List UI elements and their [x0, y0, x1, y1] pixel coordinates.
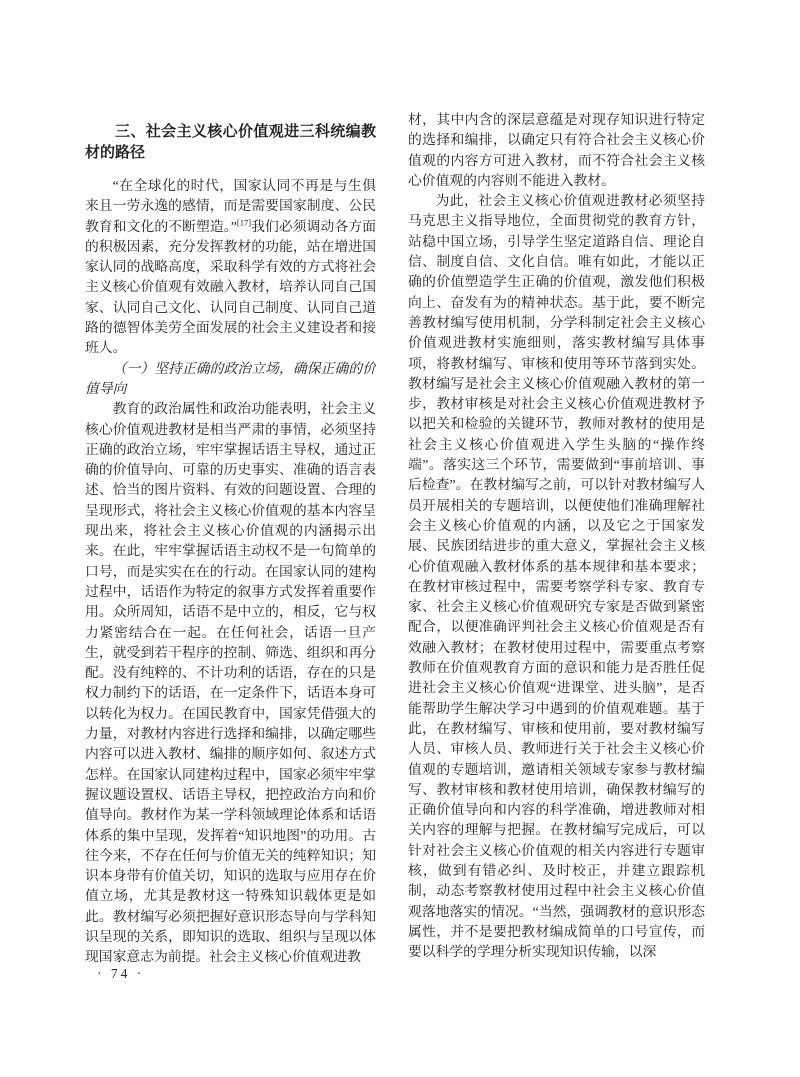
page-number: · 74 ·: [97, 966, 145, 981]
article-body: [85, 110, 705, 966]
footnote-ref-17: [17]: [236, 217, 252, 227]
opening-quote-text: “在全球化的时代，国家认同不再是与生俱来且一劳永逸的感情，而是需要国家制度、公民教育和文化的不断塑造。”: [85, 178, 376, 234]
body-paragraph-continuation: 材，其中内含的深层意蕴是对现存知识进行特定的选择和编排，以确定只有符合社会主义核心价值观的内容方可进入教材，而不符合社会主义核心价值观的内容则不能进入教材。: [408, 112, 705, 188]
subsection-heading: （一）坚持正确的政治立场，确保正确的价值导向: [85, 360, 376, 396]
opening-paragraph-text: 我们必须调动各方面的积极因素，充分发挥教材的功能，站在增进国家认同的战略高度，采取科学有效的方式将社会主义核心价值观有效融入教材，培养认同自己国家、认同自己文化、认同自己制度、认同自己道路的德智体美劳全面发展的社会主义建设者和接班人。: [85, 218, 376, 356]
body-paragraph-left-part: 教育的政治属性和政治功能表明，社会主义核心价值观进教材是相当严肃的事情，必须坚持正确的政治立场，牢牢掌握话语主导权，通过正确的价值导向、可靠的历史事实、准确的语言表述、恰当的图片资料、有效的问题设置、合理的呈现形式，将社会主义核心价值观的基本内容呈现出来，将社会主义核心价值观的内涵揭示出来。在此，牢牢掌握话语主动权不是一句简单的口号，而是实实在在的行动。在国家认同的建构过程中，话语作为特定的叙事方式发挥着重要作用。众所周知，话语不是中立的，相反，它与权力紧密结合在一起。在任何社会，话语一旦产生，就受到若干程序的控制、筛选、组织和再分配。没有纯粹的、不计功利的话语，存在的只是权力制约下的话语，在一定条件下，话语本身可以转化为权力。在国民教育中，国家凭借强大的力量，对教材内容进行选择和编排，以确定哪些内容可以进入教材、编排的顺序如何、叙述方式怎样。在国家认同建构过程中，国家必须牢牢掌握议题设置权、话语主导权，把控政治方向和价值导向。教材作为某一学科领域理论体系和话语体系的集中呈现，发挥着“知识地图”的功用。古往今来，不存在任何与价值无关的纯粹知识；知识本身带有价值关切，知识的选取与应用存在价值立场，尤其是教材这一特殊知识载体更是如此。教材编写必须把握好意识形态导向与学科知识呈现的关系，即知识的选取、组织与呈现以体现国家意志为前提。社会主义核心价值观进教: [85, 401, 376, 965]
section-heading: 三、社会主义核心价值观进三科统编教材的路径: [85, 124, 376, 161]
right-column: [408, 110, 705, 966]
closing-paragraph: 为此，社会主义核心价值观进教材必须坚持马克思主义指导地位，全面贯彻党的教育方针，站稳中国立场，引导学生坚定道路自信、理论自信、制度自信、文化自信。唯有如此，才能以正确的价值塑造学生正确的价值观，激发他们积极向上、奋发有为的精神状态。基于此，要不断完善教材编写使用机制，分学科制定社会主义核心价值观进教材实施细则，落实教材编写具体事项，将教材编写、审核和使用等环节落到实处。教材编写是社会主义核心价值观融入教材的第一步，教材审核是对社会主义核心价值观进教材予以把关和检验的关键环节，教师对教材的使用是社会主义核心价值观进入学生头脑的“操作终端”。落实这三个环节，需要做到“事前培训、事后检查”。在教材编写之前，可以针对教材编写人员开展相关的专题培训，以便使他们准确理解社会主义核心价值观的内涵，以及它之于国家发展、民族团结进步的重大意义，掌握社会主义核心价值观融入教材体系的基本规律和基本要求；在教材审核过程中，需要考察学科专家、教育专家、社会主义核心价值观研究专家是否做到紧密配合，以便准确评判社会主义核心价值观是否有效融入教材；在教材使用过程中，需要重点考察教师在价值观教育方面的意识和能力是否胜任促进社会主义核心价值观“进课堂、进头脑”，是否能帮助学生解决学习中遇到的价值观难题。基于此，在教材编写、审核和使用前，要对教材编写人员、审核人员、教师进行关于社会主义核心价值观的专题培训，邀请相关领域专家参与教材编写、教材审核和教材使用培训，确保教材编写的正确价值导向和内容的科学准确，增进教师对相关内容的理解与把握。在教材编写完成后，可以针对社会主义核心价值观的相关内容进行专题审核，做到有错必纠、及时校正，并建立跟踪机制，动态考察教材使用过程中社会主义核心价值观落地落实的情况。“当然，强调教材的意识形态属性，并不是要把教材编成简单的口号宣传，而要以科学的学理分析实现知识传输，以深: [408, 193, 705, 960]
left-column: [85, 110, 376, 966]
opening-paragraph: [85, 176, 376, 359]
